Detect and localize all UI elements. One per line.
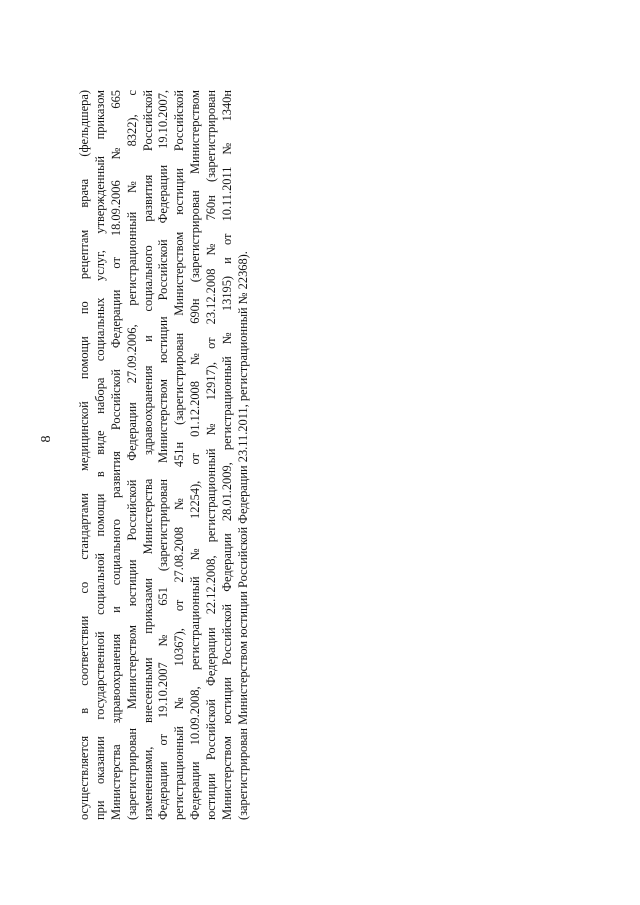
text-line: (зарегистрирован Министерством юстиции Российской Федерации 27.09.2006, регистрационный № 8322), с <box>124 90 139 820</box>
text-line: регистрационный № 10367), от 27.08.2008 № 451н (зарегистрирован Министерством юстиции Российской <box>172 90 187 820</box>
text-line: Федерации от 19.10.2007 № 651 (зарегистрирован Министерством юстиции Российской Федерации 19.10.2007, <box>156 90 171 820</box>
body-text <box>77 90 257 820</box>
page-number: 8 <box>39 435 54 443</box>
text-line: Министерством юстиции Российской Федерации 28.01.2009, регистрационный № 13195) и от 10.11.2011 № 1340н <box>220 90 235 820</box>
text-line: Министерства здравоохранения и социального развития Российской Федерации от 18.09.2006 № 665 <box>108 90 123 820</box>
text-line: (зарегистрирован Министерством юстиции Российской Федерации 23.11.2011, регистрационный № 22368). <box>235 251 250 820</box>
text-line: Федерации 10.09.2008, регистрационный № 12254), от 01.12.2008 № 690н (зарегистрирован Министерством <box>188 90 203 820</box>
text-line: юстиции Российской Федерации 22.12.2008, регистрационный № 12917), от 23.12.2008 № 760н (зарегистрирован <box>204 90 219 820</box>
text-line: осуществляется в соответствии со стандартами медицинской помощи по рецептам врача (фельдшера) <box>77 90 91 820</box>
page-number-container <box>38 430 56 448</box>
rotated-text-block <box>77 90 257 820</box>
text-line: при оказании государственной социальной помощи в виде набора социальных услуг, утвержденный приказом <box>92 90 107 820</box>
text-line: изменениями, внесенными приказами Министерства здравоохранения и социального развития Российской <box>140 90 155 820</box>
